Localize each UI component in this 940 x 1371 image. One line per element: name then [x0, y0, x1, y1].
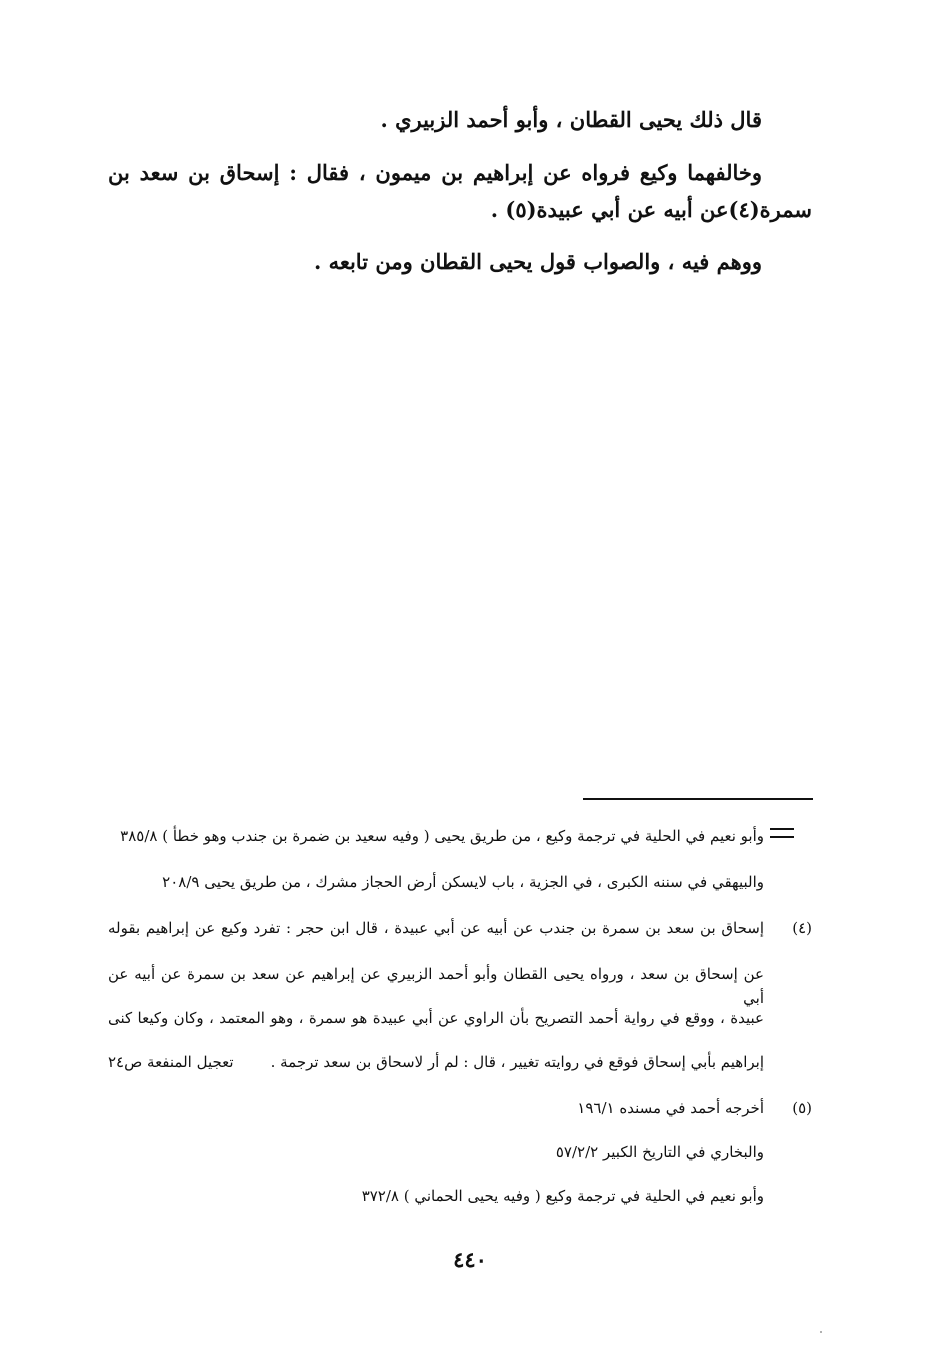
footnote-4-line-2: عن إسحاق بن سعد ، ورواه يحيى القطان وأبو أحمد الزبيري عن إبراهيم عن سعد بن سمرة عن أبيه عن أبي [108, 965, 764, 1007]
footnote-5-line-1: أخرجه أحمد في مسنده ١٩٦/١ [577, 1099, 764, 1117]
main-paragraph-1: قال ذلك يحيى القطان ، وأبو أحمد الزبيري . [380, 107, 762, 132]
main-paragraph-2-line-1: وخالفهما وكيع فرواه عن إبراهيم بن ميمون ، فقال : إسحاق بن سعد بن [108, 160, 762, 185]
footnote-continued-line-1: وأبو نعيم في الحلية في ترجمة وكيع ، من طريق يحيى ( وفيه سعيد بن ضمرة بن جندب وهو خطأ ) ٣٨٥/٨ [120, 827, 764, 845]
footnote-4-line-1: إسحاق بن سعد بن سمرة بن جندب عن أبيه عن أبي عبيدة ، قال ابن حجر : تفرد وكيع عن إبراهيم بقوله [108, 919, 764, 937]
main-paragraph-3: ووهم فيه ، والصواب قول يحيى القطان ومن تابعه . [313, 249, 762, 274]
page-number: ٤٤٠ [453, 1247, 487, 1272]
footnote-4-line-4: إبراهيم بأبي إسحاق فوقع في روايته تغيير ، قال : لم أر لاسحاق بن سعد ترجمة . [270, 1053, 764, 1071]
scan-speck [820, 1331, 822, 1333]
main-paragraph-2-line-2: سمرة(٤)عن أبيه عن أبي عبيدة(٥) . [490, 197, 812, 222]
footnote-continued-line-2: والبيهقي في سننه الكبرى ، في الجزية ، باب لايسكن أرض الحجاز مشرك ، من طريق يحيى ٢٠٨/٩ [162, 873, 764, 891]
footnote-separator [583, 798, 813, 800]
continuation-mark [770, 828, 794, 838]
footnote-4-marker: (٤) [792, 919, 812, 937]
footnote-5-line-2: والبخاري في التاريخ الكبير ٥٧/٢/٢ [555, 1143, 764, 1161]
footnote-5-marker: (٥) [792, 1099, 812, 1117]
footnote-4-source: تعجيل المنفعة ص٢٤ [108, 1053, 234, 1071]
footnote-5-line-3: وأبو نعيم في الحلية في ترجمة وكيع ( وفيه يحيى الحماني ) ٣٧٢/٨ [361, 1187, 764, 1205]
footnote-4-line-3: عبيدة ، ووقع في رواية أحمد التصريح بأن الراوي عن أبي عبيدة هو سمرة ، وهو المعتمد ، وكان وكيعا كنى [108, 1009, 764, 1027]
